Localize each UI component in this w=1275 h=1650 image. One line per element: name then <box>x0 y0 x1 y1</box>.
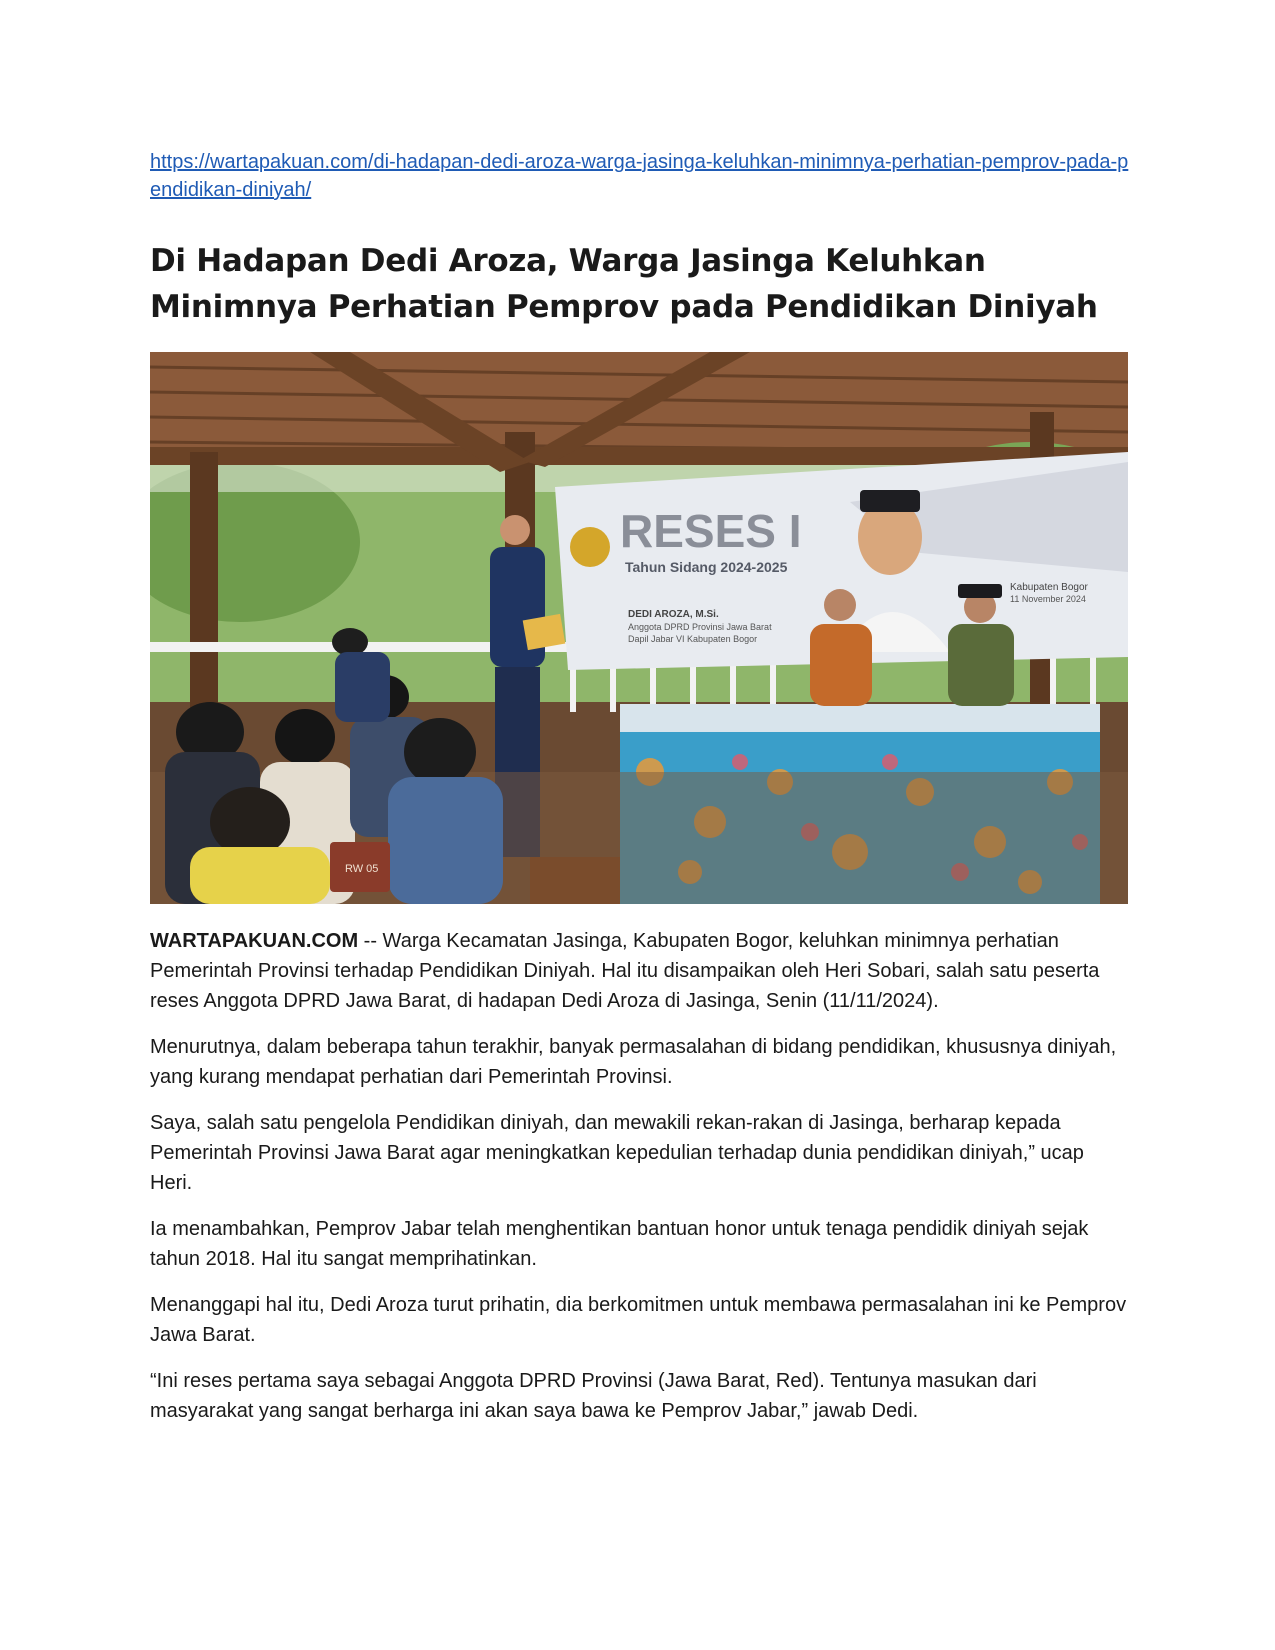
paragraph: Menanggapi hal itu, Dedi Aroza turut prihatin, dia berkomitmen untuk membawa permasalahan ini ke Pemprov Jawa Barat. <box>150 1294 1127 1346</box>
banner-name: DEDI AROZA, M.Si. <box>628 609 719 620</box>
paragraph: Menurutnya, dalam beberapa tahun terakhir, banyak permasalahan di bidang pendidikan, khususnya diniyah, yang kurang mendapat perhatian dari Pemerintah Provinsi. <box>150 1036 1117 1088</box>
banner-title: RESES I <box>620 505 802 557</box>
banner-role: Anggota DPRD Provinsi Jawa Barat <box>628 622 772 632</box>
banner-dapil: Dapil Jabar VI Kabupaten Bogor <box>628 634 758 644</box>
article-photo <box>150 352 1128 904</box>
document-page <box>150 148 1130 1442</box>
banner-subtitle: Tahun Sidang 2024-2025 <box>625 559 788 575</box>
chair-label: RW 05 <box>345 863 379 875</box>
banner-date: 11 November 2024 <box>1010 594 1086 604</box>
paragraph: Ia menambahkan, Pemprov Jabar telah menghentikan bantuan honor untuk tenaga pendidik diniyah sejak tahun 2018. Hal itu sangat memprihatinkan. <box>150 1218 1089 1270</box>
lead-source: WARTAPAKUAN.COM <box>150 930 359 952</box>
banner-location: Kabupaten Bogor <box>1010 582 1088 593</box>
article-title: Di Hadapan Dedi Aroza, Warga Jasinga Keluhkan Minimnya Perhatian Pemprov pada Pendidikan Diniyah <box>150 243 1098 325</box>
paragraph: Saya, salah satu pengelola Pendidikan diniyah, dan mewakili rekan-rakan di Jasinga, berharap kepada Pemerintah Provinsi Jawa Barat agar meningkatkan kepedulian terhadap dunia pendidikan diniyah,” ucap Heri. <box>150 1112 1084 1194</box>
paragraph: “Ini reses pertama saya sebagai Anggota DPRD Provinsi (Jawa Barat, Red). Tentunya masukan dari masyarakat yang sangat berharga ini akan saya bawa ke Pemprov Jabar,” jawab Dedi. <box>150 1370 1037 1422</box>
lead-paragraph <box>150 926 1130 1016</box>
lead-text: -- Warga Kecamatan Jasinga, Kabupaten Bogor, keluhkan minimnya perhatian Pemerintah Provinsi terhadap Pendidikan Diniyah. Hal itu disampaikan oleh Heri Sobari, salah satu peserta reses Anggota DPRD Jawa Barat, di hadapan Dedi Aroza di Jasinga, Senin (11/11/2024). <box>150 930 1100 1012</box>
article-body <box>150 926 1130 1426</box>
source-link[interactable]: https://wartapakuan.com/di-hadapan-dedi-aroza-warga-jasinga-keluhkan-minimnya-perhatian-pemprov-pada-pendidikan-diniyah/ <box>150 151 1129 201</box>
